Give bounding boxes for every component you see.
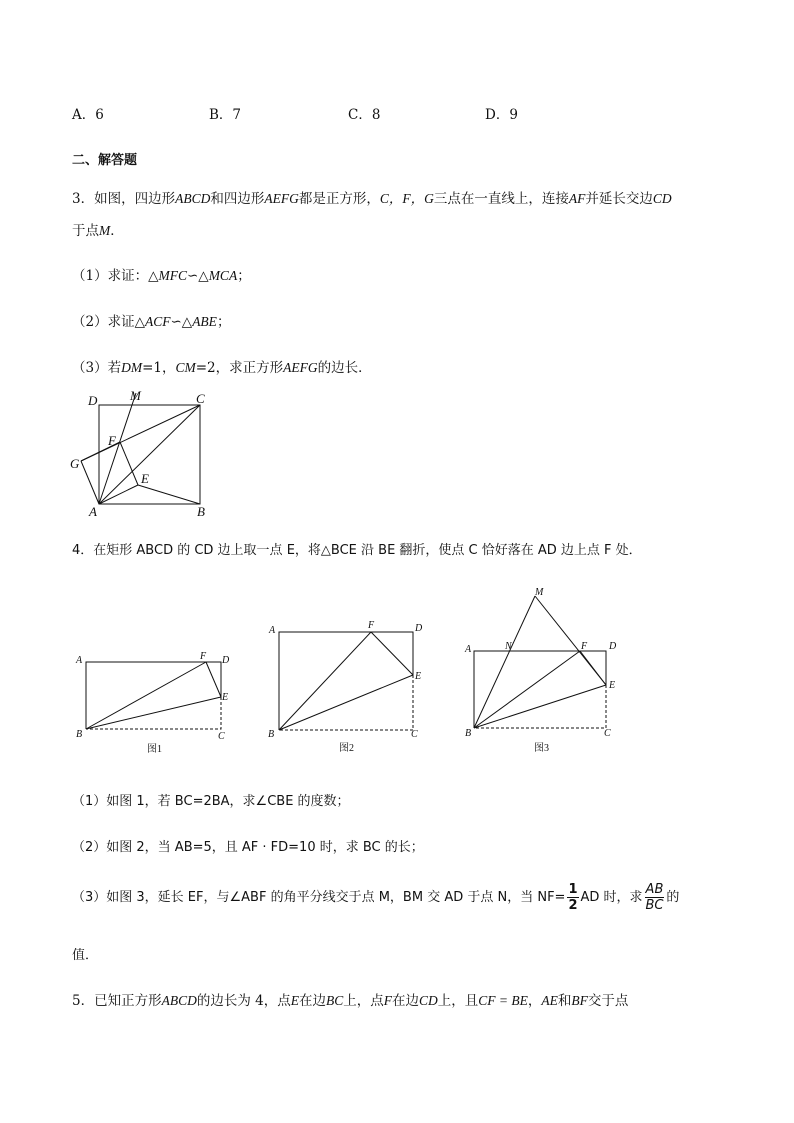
q4-sub2: （2）如图 2，当 AB=5，且 AF · FD=10 时，求 BC 的长； [72,840,424,855]
label-e: E [141,471,149,486]
fig3-caption: 图3 [534,743,549,754]
option-d: D．9 [485,107,518,123]
q5-line1: 5．已知正方形ABCD的边长为 4，点E在边BC上，点F在边CD上，且CF = BE，AE和BF交于点 [72,993,629,1009]
fraction-ab-bc: $\frac{AB}{BC}$ [645,882,664,913]
label-b: B [197,504,205,519]
label-d: D [88,393,98,408]
q4-sub3-cont: 值． [72,948,99,963]
label-g: G [70,456,80,471]
fig3-label-f: F [581,641,588,652]
q3-sub3: （3）若DM=1，CM=2，求正方形AEFG的边长． [72,360,372,376]
fig1-label-f: F [200,651,207,662]
fig1-label-b: B [76,729,83,740]
q4-statement: 4．在矩形 ABCD 的 CD 边上取一点 E，将△BCE 沿 BE 翻折，使点 C 恰好落在 AD 边上点 F 处． [72,543,642,558]
q4-sub3: （3）如图 3，延长 EF，与∠ABF 的角平分线交于点 M，BM 交 AD 于点 N，当 NF= $\frac{1}{2}$ AD 时，求 $\frac{AB}{BC}$ 的 [72,882,680,913]
q3-sub2: （2）求证△ACF∽△ABE； [72,314,231,330]
option-a: A．6 [72,107,104,123]
q4-figure-3 [458,582,628,762]
fig2-label-d: D [415,623,423,634]
option-b: B．7 [209,107,242,123]
label-m: M [130,388,141,403]
fraction-one-half: $\frac{1}{2}$ [568,882,578,913]
section-title: 二、解答题 [72,153,138,168]
fig1-label-a: A [76,655,83,666]
fig3-label-e: E [609,680,616,691]
fig1-label-c: C [218,731,225,742]
fig2-label-c: C [411,729,418,740]
fig2-label-f: F [368,620,375,631]
fig2-label-a: A [269,625,276,636]
q3-sub1: （1）求证：△MFC∽△MCA； [72,268,251,284]
fig2-label-e: E [415,671,422,682]
q3-square-figure [60,385,220,520]
fig3-label-d: D [609,641,617,652]
q3-line2: 于点M． [72,223,124,239]
fig3-label-n: N [505,641,512,652]
q4-figure-1 [70,645,240,760]
fig2-label-b: B [268,729,275,740]
fig2-caption: 图2 [339,743,354,754]
q3-line1: 3．如图，四边形ABCD和四边形AEFG都是正方形，C，F，G三点在一直线上，连接AF并延长交边CD [72,191,672,207]
label-a: A [89,504,97,519]
fig3-label-c: C [604,728,611,739]
fig1-caption: 图1 [147,744,162,755]
fig1-label-d: D [222,655,230,666]
fig3-label-a: A [465,644,472,655]
q4-sub1: （1）如图 1，若 BC=2BA，求∠CBE 的度数； [72,794,350,809]
label-c: C [196,391,205,406]
label-f: F [108,433,116,448]
fig3-label-m: M [535,587,544,598]
option-c: C．8 [348,107,381,123]
q4-figure-2 [262,617,432,762]
fig3-label-b: B [465,728,472,739]
fig1-label-e: E [222,692,229,703]
